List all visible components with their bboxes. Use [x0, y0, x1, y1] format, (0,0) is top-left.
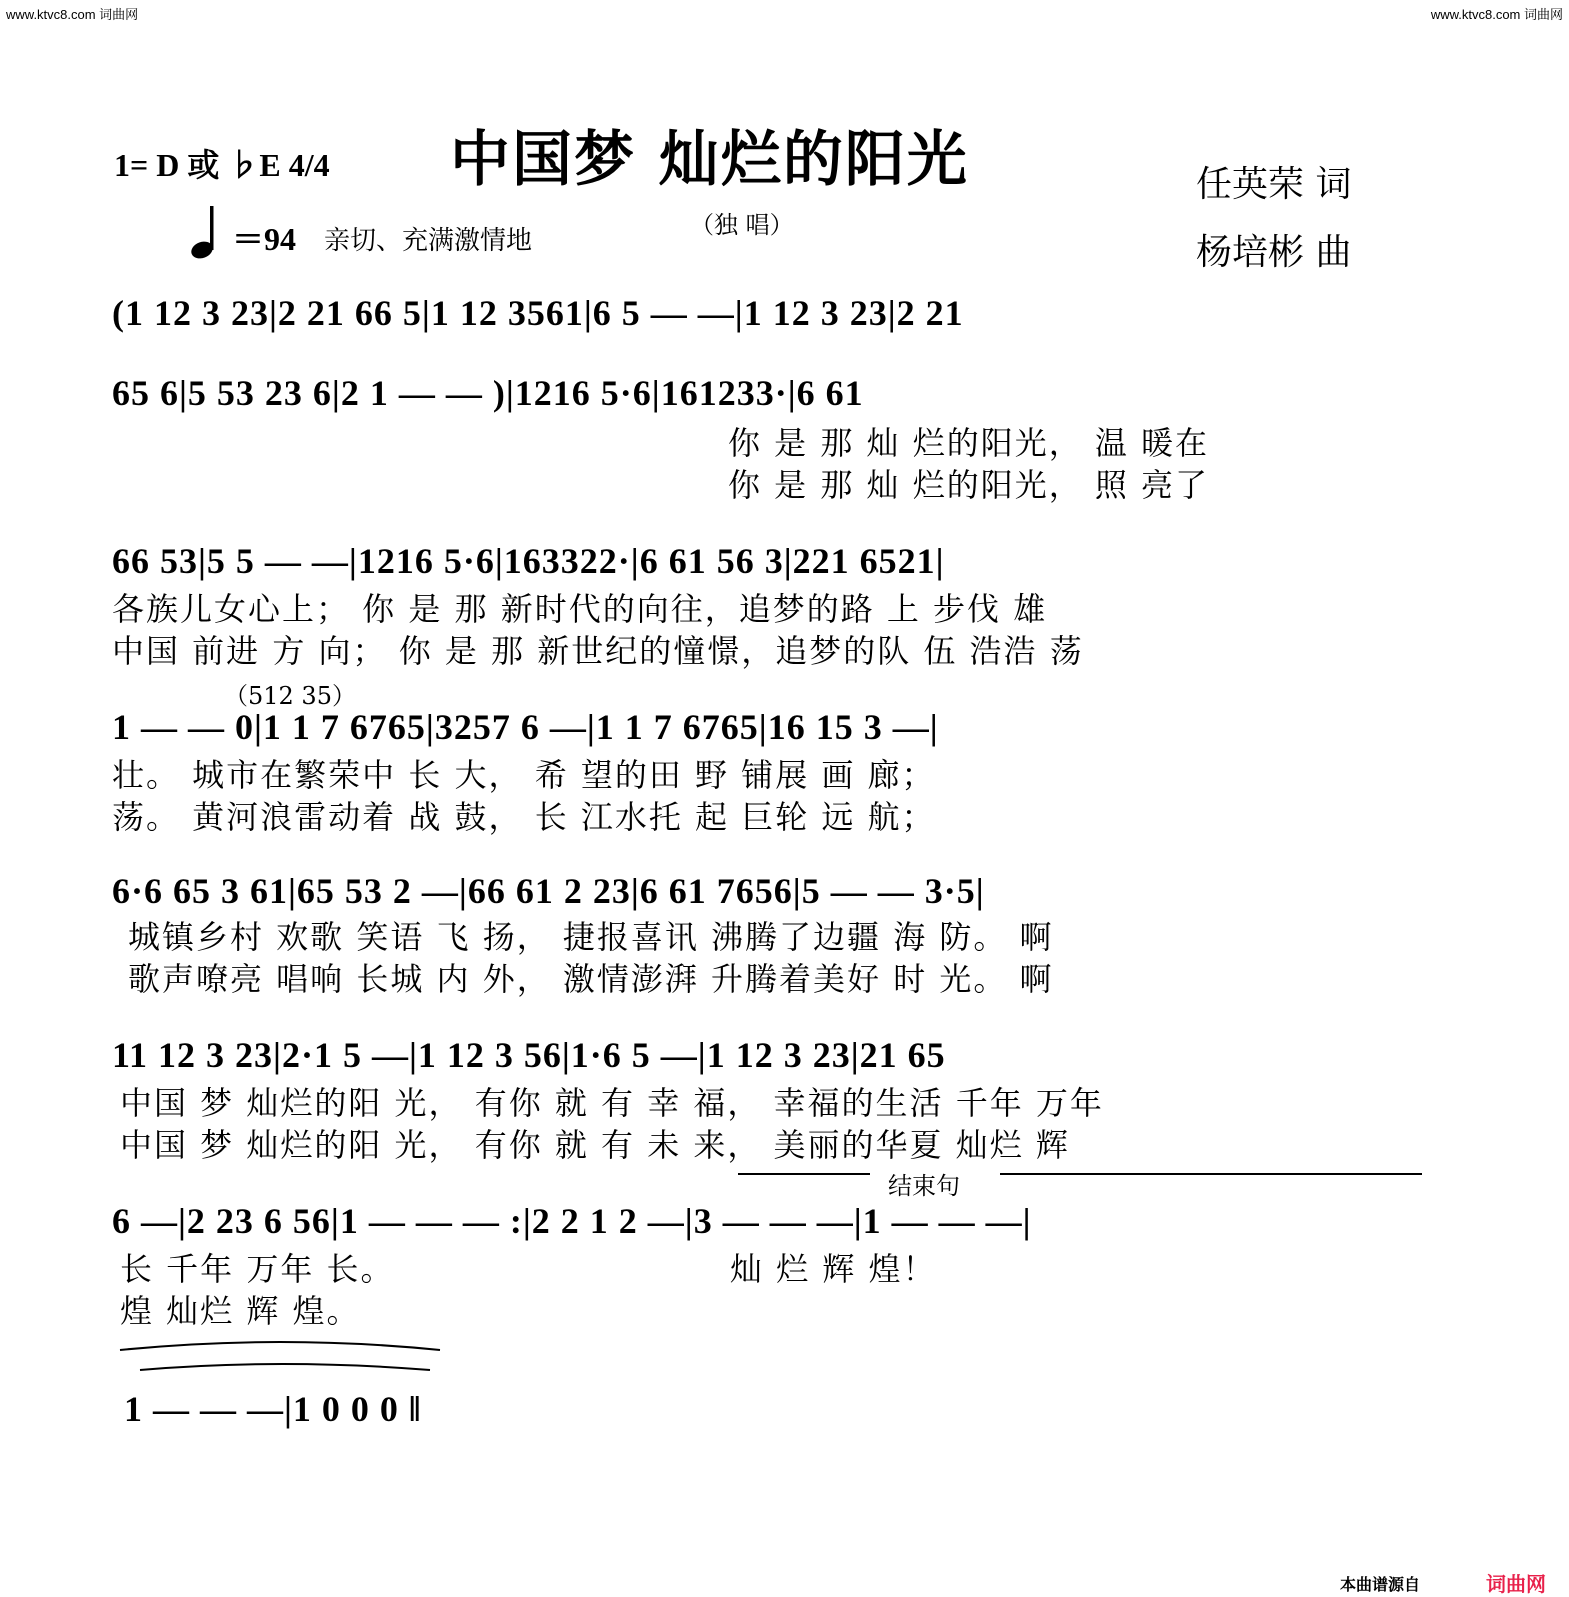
lyric-line-5-verse-1: 城镇乡村 欢歌 笑语 飞 扬， 捷报喜讯 沸腾了边疆 海 防。 啊 [128, 918, 1054, 956]
lyric-line-6-verse-2: 中国 梦 灿烂的阳 光， 有你 就 有 未 来， 美丽的华夏 灿烂 辉 [120, 1126, 1070, 1164]
score-line-3: 66 53|5 5 — —|1216 5·6|163322·|6 61 56 3|221 6521| [112, 541, 945, 581]
score-line-2: 65 6|5 53 23 6|2 1 — — )|1216 5·6|161233·|6 61 [112, 373, 864, 413]
score-line-8: 1 — — —|1 0 0 0 ‖ [124, 1389, 422, 1429]
lyric-line-2-verse-2: 你 是 那 灿 烂的阳光， 照 亮了 [728, 466, 1210, 504]
lyric-line-3-verse-2: 中国 前进 方 向； 你 是 那 新世纪的憧憬，追梦的队 伍 浩浩 荡 [112, 632, 1084, 670]
tempo-mood: 亲切、充满激情地 [324, 226, 533, 256]
score-line-4: 1 — — 0|1 1 7 6765|3257 6 —|1 1 7 6765|16 15 3 —| [112, 707, 939, 747]
song-title: 中国梦 灿烂的阳光 [450, 125, 969, 195]
composer-credit: 杨培彬 曲 [1196, 232, 1352, 273]
lyric-line-4-verse-1: 壮。 城市在繁荣中 长 大， 希 望的田 野 铺展 画 廊； [112, 756, 936, 794]
footer-source-label: 本曲谱源自 [1340, 1577, 1421, 1594]
lyric-line-6-verse-1: 中国 梦 灿烂的阳 光， 有你 就 有 幸 福， 幸福的生活 千年 万年 [120, 1084, 1104, 1122]
site-watermark-left: www.ktvc8.com 词曲网 [6, 7, 139, 22]
lyric-line-7-verse-1: 长 千年 万年 长。 [120, 1250, 395, 1288]
grace-note-annotation: （512 35） [224, 682, 356, 710]
footer-site-logo[interactable]: 词曲网 [1486, 1574, 1546, 1596]
tie-slur [110, 1330, 450, 1380]
key-signature: 1= D 或 ♭E 4/4 [114, 147, 330, 183]
lyric-line-7-verse-2: 煌 灿烂 辉 煌。 [120, 1292, 361, 1330]
lyric-line-2-verse-1: 你 是 那 灿 烂的阳光， 温 暖在 [728, 424, 1210, 462]
quarter-note-icon [188, 200, 228, 262]
score-line-1: (1 12 3 23|2 21 66 5|1 12 3561|6 5 — —|1 12 3 23|2 21 [112, 293, 964, 333]
site-watermark-right: www.ktvc8.com 词曲网 [1430, 7, 1563, 22]
score-line-7: 6 —|2 23 6 56|1 — — — :|2 2 1 2 —|3 — — —|1 — — —| [112, 1201, 1032, 1241]
tempo-value: ＝94 [232, 221, 297, 257]
ending-bracket [730, 1160, 1430, 1200]
ending-label: 结束句 [888, 1172, 960, 1200]
lyric-line-4-verse-2: 荡。 黄河浪雷动着 战 鼓， 长 江水托 起 巨轮 远 航； [112, 798, 936, 836]
score-line-5: 6·6 65 3 61|65 53 2 —|66 61 2 23|6 61 7656|5 — — 3·5| [112, 871, 985, 911]
lyric-line-3-verse-1: 各族儿女心上； 你 是 那 新时代的向往，追梦的路 上 步伐 雄 [112, 590, 1048, 628]
lyricist-credit: 任英荣 词 [1196, 164, 1352, 205]
score-line-6: 11 12 3 23|2·1 5 —|1 12 3 56|1·6 5 —|1 12 3 23|21 65 [112, 1035, 946, 1075]
lyric-ending: 灿 烂 辉 煌！ [730, 1250, 937, 1288]
lyric-line-5-verse-2: 歌声嘹亮 唱响 长城 内 外， 激情澎湃 升腾着美好 时 光。 啊 [128, 960, 1054, 998]
performance-type: （独 唱） [690, 211, 794, 239]
